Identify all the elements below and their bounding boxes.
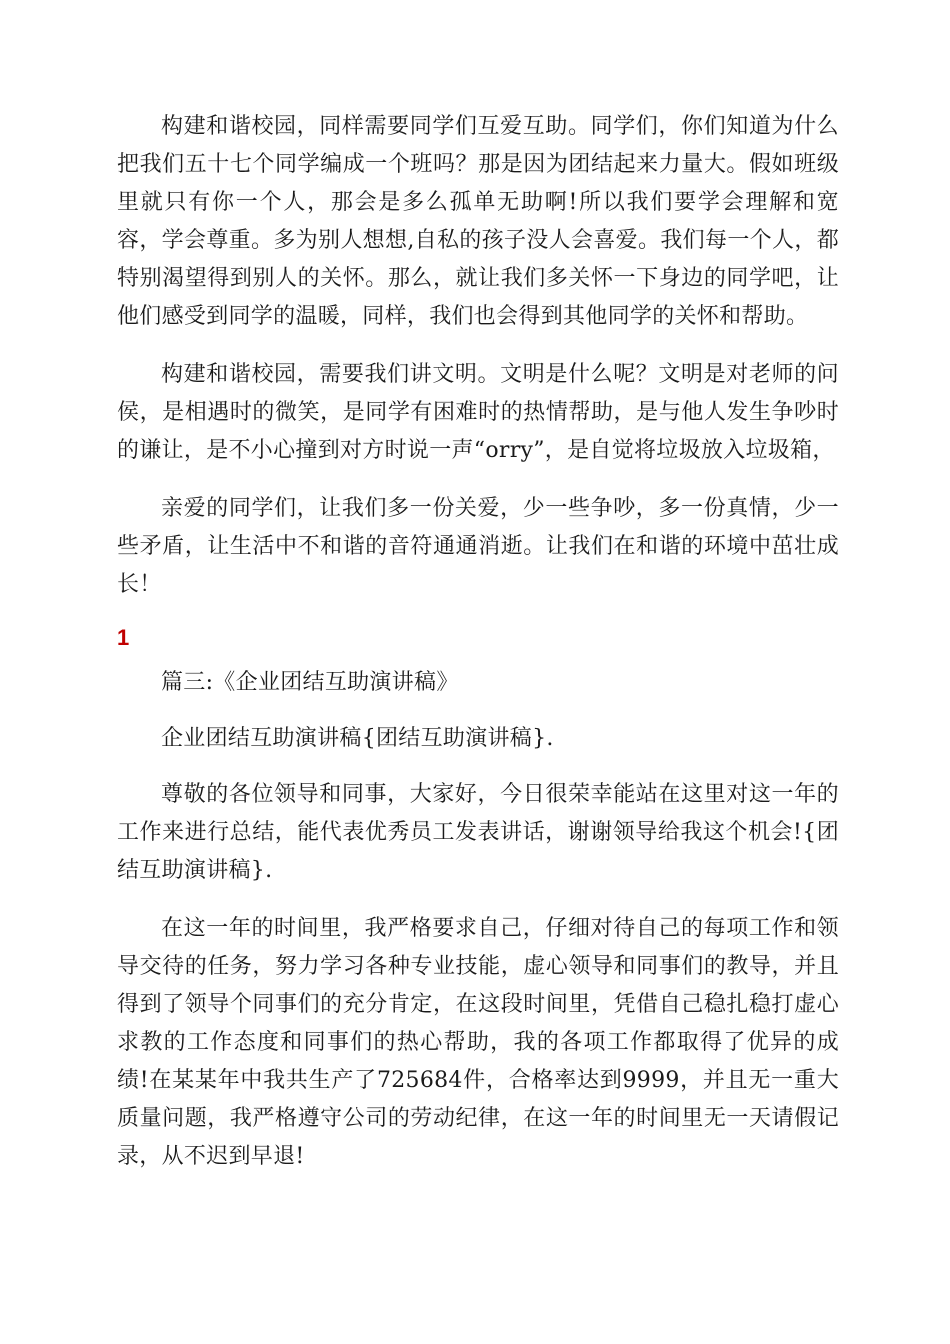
document-page: [117, 108, 839, 1176]
section-subtitle: 企业团结互助演讲稿{团结互助演讲稿}.: [161, 726, 554, 751]
paragraph-closing: 亲爱的同学们，让我们多一份关爱，少一些争吵，多一份真情，少一些矛盾，让生活中不和谐的音符通通消逝。让我们在和谐的环境中茁壮成长！: [117, 496, 839, 597]
paragraph-civility: 构建和谐校园，需要我们讲文明。文明是什么呢？文明是对老师的问侯，是相遇时的微笑，是同学有困难时的热情帮助，是与他人发生争吵时的谦让，是不小心撞到对方时说一声“orry”，是自觉将垃圾放入垃圾箱，: [117, 362, 839, 463]
paragraph-work-summary: 在这一年的时间里，我严格要求自己，仔细对待自己的每项工作和领导交待的任务，努力学习各种专业技能，虚心领导和同事们的教导，并且得到了领导个同事们的充分肯定，在这段时间里，凭借自己稳扎稳打虚心求教的工作态度和同事们的热心帮助，我的各项工作都取得了优异的成绩!在某某年中我共生产了725684件，合格率达到9999，并且无一重大质量问题，我严格遵守公司的劳动纪律，在这一年的时间里无一天请假记录，从不迟到早退!: [117, 916, 839, 1169]
paragraph-greeting: 尊敬的各位领导和同事，大家好，今日很荣幸能站在这里对这一年的工作来进行总结，能代表优秀员工发表讲话，谢谢领导给我这个机会!{团结互助演讲稿}.: [117, 782, 839, 883]
paragraph-mutual-help: 构建和谐校园，同样需要同学们互爱互助。同学们，你们知道为什么把我们五十七个同学编成一个班吗？那是因为团结起来力量大。假如班级里就只有你一个人，那会是多么孤单无助啊!所以我们要学会理解和宽容，学会尊重。多为别人想想,自私的孩子没人会喜爱。我们每一个人，都特别渴望得到别人的关怀。那么，就让我们多关怀一下身边的同学吧，让他们感受到同学的温暖，同样，我们也会得到其他同学的关怀和帮助。: [117, 114, 839, 329]
page-number: 1: [117, 625, 130, 650]
section-title: 篇三:《企业团结互助演讲稿》: [161, 670, 459, 695]
